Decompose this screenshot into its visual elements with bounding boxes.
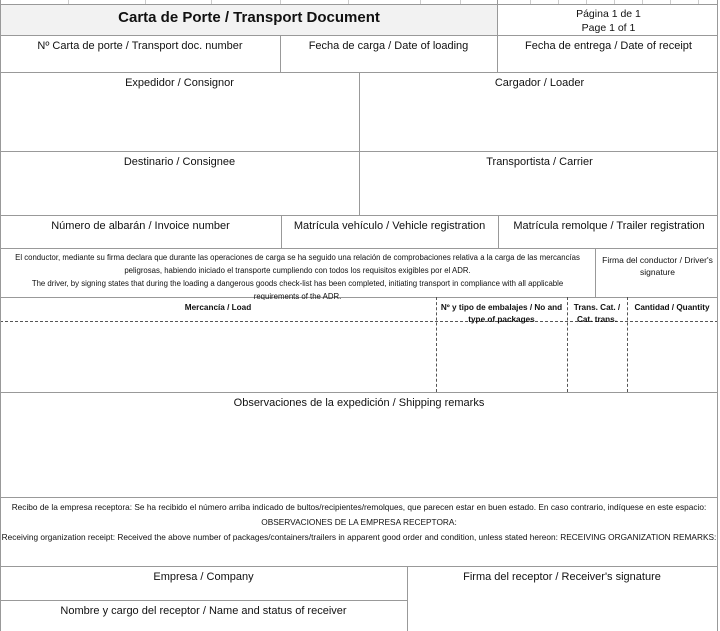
field-loader-label: Cargador / Loader <box>494 77 585 89</box>
driver-signature-field <box>595 248 720 297</box>
column-header-load: Mercancía / Load <box>184 303 252 312</box>
field-carrier <box>359 151 720 220</box>
field-date-loading-label: Fecha de carga / Date of loading <box>308 40 469 52</box>
shipping-remarks-label: Observaciones de la expedición / Shipping remarks <box>233 397 485 409</box>
driver-declaration <box>1 248 594 300</box>
field-carrier-label: Transportista / Carrier <box>486 156 593 168</box>
receipt-line-2: OBSERVACIONES DE LA EMPRESA RECEPTORA: <box>261 517 457 527</box>
declaration-line-3: The driver, by signing states that during the loading a dangerous goods check-list has been completed, initiating transport in compliance with all applicable <box>31 279 564 288</box>
field-consignee <box>0 151 359 220</box>
page-indicator <box>497 4 720 35</box>
field-consignor-label: Expedidor / Consignor <box>125 77 234 89</box>
field-consignee-label: Destinario / Consignee <box>123 156 236 168</box>
column-header-transcat-line2: Cat. trans. <box>576 315 618 324</box>
shipping-remarks-field <box>0 392 718 502</box>
page-indicator-line1: Página 1 de 1 <box>576 8 641 20</box>
field-consignor <box>0 72 359 156</box>
receiver-name-field <box>0 600 407 631</box>
field-date-loading <box>280 35 497 77</box>
receiver-signature-field <box>407 566 717 631</box>
page-indicator-line2: Page 1 of 1 <box>581 22 636 34</box>
field-doc-number <box>0 35 280 77</box>
field-doc-number-label: Nº Carta de porte / Transport doc. number <box>37 40 243 52</box>
receiver-name-label: Nombre y cargo del receptor / Name and status of receiver <box>60 605 347 617</box>
column-header-quantity: Cantidad / Quantity <box>634 303 710 312</box>
field-trailer-registration-label: Matrícula remolque / Trailer registration <box>513 220 705 232</box>
company-label: Empresa / Company <box>153 571 254 583</box>
field-loader <box>359 72 720 156</box>
field-invoice-number-label: Número de albarán / Invoice number <box>51 220 230 232</box>
receipt-line-1: Recibo de la empresa receptora: Se ha recibido el número arriba indicado de bultos/recipientes/remolques, que parecen estar en buen estado. En caso contrario, indíquese en este espacio: <box>11 502 707 512</box>
document-title: Carta de Porte / Transport Document <box>118 9 380 26</box>
receipt-line-3: Receiving organization receipt: Received the above number of packages/containers/trailers in apparent good order and condition, unless stated hereon: RECEIVING ORGANIZATION REMARKS: <box>1 532 717 542</box>
declaration-line-1: El conductor, mediante su firma declara que durante las operaciones de carga se ha seguido una relación de comprobaciones relativa a la carga de las mercancías <box>15 253 580 262</box>
receiving-receipt-block <box>0 497 718 569</box>
column-header-transcat-line1: Trans. Cat. / <box>573 303 621 312</box>
load-table-body <box>0 322 718 392</box>
receiver-signature-label: Firma del receptor / Receiver's signature <box>463 571 661 583</box>
field-vehicle-registration-label: Matrícula vehículo / Vehicle registration <box>293 220 486 232</box>
field-date-receipt-label: Fecha de entrega / Date of receipt <box>525 40 692 52</box>
column-header-packages-line2: type of packages <box>468 315 535 324</box>
driver-signature-label: Firma del conductor / Driver's signature <box>602 255 713 277</box>
declaration-line-2: peligrosas, habiendo iniciado el transporte cumpliendo con todos los requisitos exigibles por el ADR. <box>124 266 471 275</box>
declaration-line-4: requirements of the ADR. <box>253 292 342 300</box>
field-date-receipt <box>497 35 720 77</box>
column-header-packages-line1: Nº y tipo de embalajes / No and <box>440 303 563 312</box>
